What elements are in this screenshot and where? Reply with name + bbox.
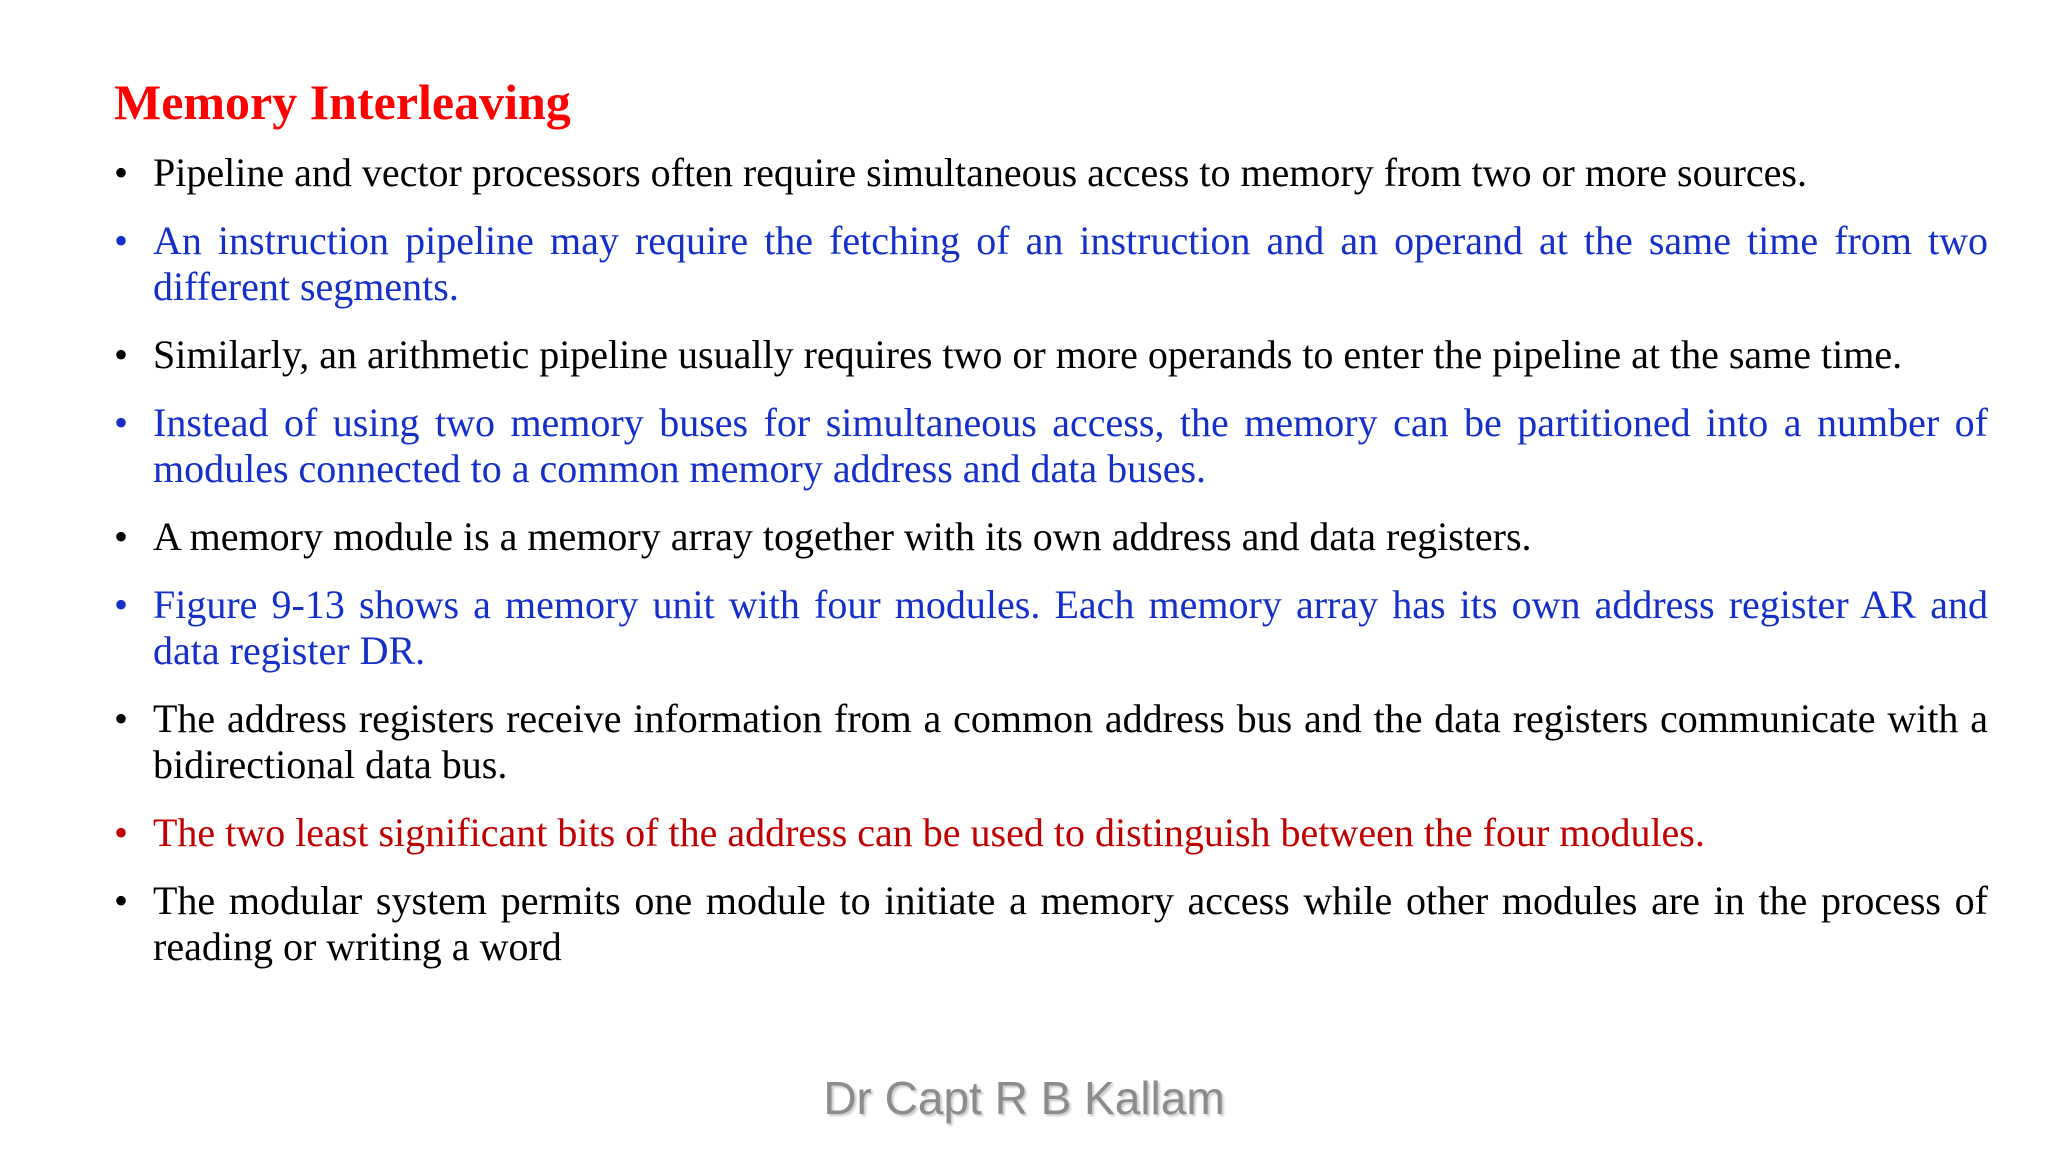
author-footer: Dr Capt R B Kallam xyxy=(823,1072,1225,1124)
bullet-icon: • xyxy=(114,878,129,923)
bullet-item xyxy=(114,150,1988,196)
bullet-item xyxy=(114,400,1988,492)
bullet-icon: • xyxy=(114,332,129,377)
bullet-item xyxy=(114,696,1988,788)
bullet-text: Similarly, an arithmetic pipeline usually requires two or more operands to enter the pipeline at the same time. xyxy=(153,332,1903,377)
bullet-icon: • xyxy=(114,400,129,445)
bullet-text: Pipeline and vector processors often require simultaneous access to memory from two or more sources. xyxy=(153,150,1807,195)
bullet-item xyxy=(114,878,1988,970)
bullet-icon: • xyxy=(114,514,129,559)
bullet-icon: • xyxy=(114,810,129,855)
bullet-text: Figure 9-13 shows a memory unit with four modules. Each memory array has its own address register AR and data register DR. xyxy=(153,582,1988,673)
bullet-text: Instead of using two memory buses for simultaneous access, the memory can be partitioned into a number of modules connected to a common memory address and data buses. xyxy=(153,400,1988,491)
bullet-text: A memory module is a memory array together with its own address and data registers. xyxy=(153,514,1532,559)
bullet-item xyxy=(114,582,1988,674)
bullet-item xyxy=(114,332,1988,378)
bullet-item xyxy=(114,514,1988,560)
bullet-text: An instruction pipeline may require the fetching of an instruction and an operand at the same time from two different segments. xyxy=(153,218,1988,309)
bullet-item xyxy=(114,810,1988,856)
slide-title: Memory Interleaving xyxy=(114,74,571,130)
bullet-text: The two least significant bits of the address can be used to distinguish between the four modules. xyxy=(153,810,1705,855)
bullet-text: The modular system permits one module to initiate a memory access while other modules are in the process of reading or writing a word xyxy=(153,878,1988,969)
bullet-item xyxy=(114,218,1988,310)
bullet-text: The address registers receive information from a common address bus and the data registers communicate with a bidirectional data bus. xyxy=(153,696,1988,787)
bullet-icon: • xyxy=(114,696,129,741)
bullet-icon: • xyxy=(114,150,129,195)
bullet-icon: • xyxy=(114,582,129,627)
bullet-icon: • xyxy=(114,218,129,263)
bullet-list xyxy=(114,150,1988,992)
